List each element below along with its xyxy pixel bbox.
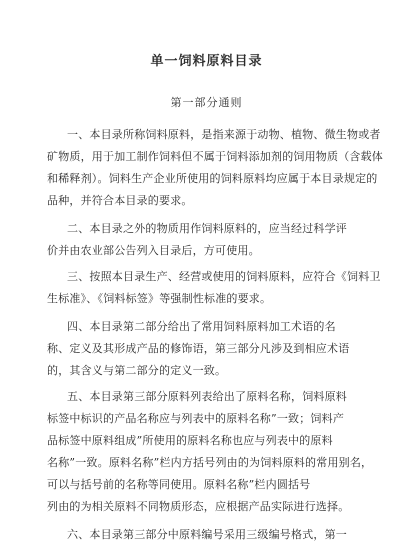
paragraph-5-line-3: 品标签中原料组成”所使用的原料名称也应与列表中的原料 <box>47 434 333 447</box>
paragraph-2-line-1: 二、本目录之外的物质用作饲料原料的，应当经过科学评 <box>67 222 347 235</box>
paragraph-3-line-1: 三、按照本目录生产、经营或使用的饲料原料，应符合《饲料卫 <box>67 270 381 283</box>
paragraph-5-line-1: 五、本目录第三部分原料列表给出了原料名称，饲料原料 <box>67 390 347 403</box>
paragraph-1-line-1: 一、本目录所称饲料原料，是指来源于动物、植物、微生物或者 <box>67 128 381 141</box>
paragraph-1-line-2: 矿物质，用于加工制作饲料但不属于饲料添加剂的饲用物质（含载体 <box>47 150 383 163</box>
paragraph-3-line-2: 生标准》、《饲料标签》等强制性标准的要求。 <box>47 292 272 305</box>
paragraph-5-line-4: 名称”一致。原料名称”栏内方括号列由的为饲料原料的常用别名， <box>47 456 373 469</box>
paragraph-5-line-2: 标签中标识的产品名称应与列表中的原料名称”一致；饲料产 <box>47 412 345 425</box>
paragraph-1-line-4: 品种，并符合本目录的要求。 <box>47 194 193 207</box>
paragraph-5-line-5: 可以与括号前的名称等同使用。原料名称”栏内圆括号 <box>47 478 311 491</box>
paragraph-4-line-2: 称、定义及其形成产品的修饰语，第三部分凡涉及到相应术语 <box>47 342 350 355</box>
section-heading: 第一部分通则 <box>170 96 243 109</box>
paragraph-4-line-3: 的，其含义与第二部分的定义一致。 <box>47 364 227 377</box>
paragraph-6-line-1: 六、本目录第三部分中原料编号采用三级编号格式，第一 <box>67 528 347 541</box>
paragraph-1-line-3: 和稀释剂）。饲料生产企业所使用的饲料原料均应属于本目录规定的 <box>47 172 378 185</box>
paragraph-2-line-2: 价并由农业部公告列入目录后，方可使用。 <box>47 244 260 257</box>
document-title: 单一饲料原料目录 <box>150 54 263 69</box>
paragraph-4-line-1: 四、本目录第二部分给出了常用饲料原料加工术语的名 <box>67 320 336 333</box>
paragraph-5-line-6: 列由的为相关原料不同物质形态，应根据产品实际进行选择。 <box>47 500 350 513</box>
